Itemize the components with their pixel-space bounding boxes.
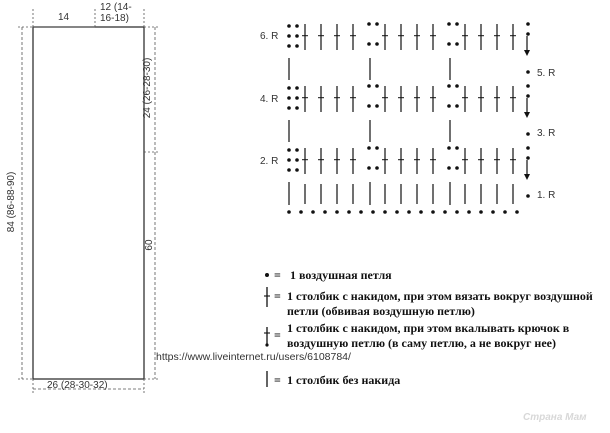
row-label-2: 2. R (260, 156, 279, 167)
double-crochet-around-icon (264, 287, 270, 307)
dim-right-lower: 60 (144, 239, 155, 251)
watermark-logo: Страна Мам (523, 412, 587, 423)
legend-text-sc: 1 столбик без накида (287, 373, 401, 387)
row-label-1: 1. R (537, 190, 556, 201)
source-url: https://www.liveinternet.ru/users/6108784/ (156, 351, 351, 363)
legend-text-dc-into: 1 столбик с накидом, при этом вкалывать крючок в воздушную петлю (в саму петлю, а не вокруг нее) (287, 321, 570, 350)
legend-eq-1: = (274, 268, 281, 282)
legend-eq-3: = (274, 328, 281, 342)
row-label-6: 6. R (260, 31, 279, 42)
dim-left: 84 (86-88-90) (6, 171, 17, 233)
row-label-5: 5. R (537, 68, 556, 79)
double-crochet-into-icon (264, 327, 270, 347)
dim-top-left: 14 (58, 12, 70, 23)
legend-text-chain: 1 воздушная петля (290, 268, 392, 282)
legend-eq-2: = (274, 289, 281, 303)
dim-top-right-line2: 16-18) (100, 13, 129, 24)
chain-dot-icon (265, 273, 269, 277)
legend-text-dc-around: 1 столбик с накидом, при этом вязать вокруг воздушной петли (обвивая воздушную петлю) (287, 289, 593, 318)
row-label-4: 4. R (260, 94, 279, 105)
legend-eq-4: = (274, 373, 281, 387)
dim-top-right-line1: 12 (14- (100, 2, 132, 13)
dim-bottom: 26 (28-30-32) (47, 380, 108, 391)
row-label-3: 3. R (537, 128, 556, 139)
dim-right-upper: 24 (26-28-30) (142, 57, 153, 119)
